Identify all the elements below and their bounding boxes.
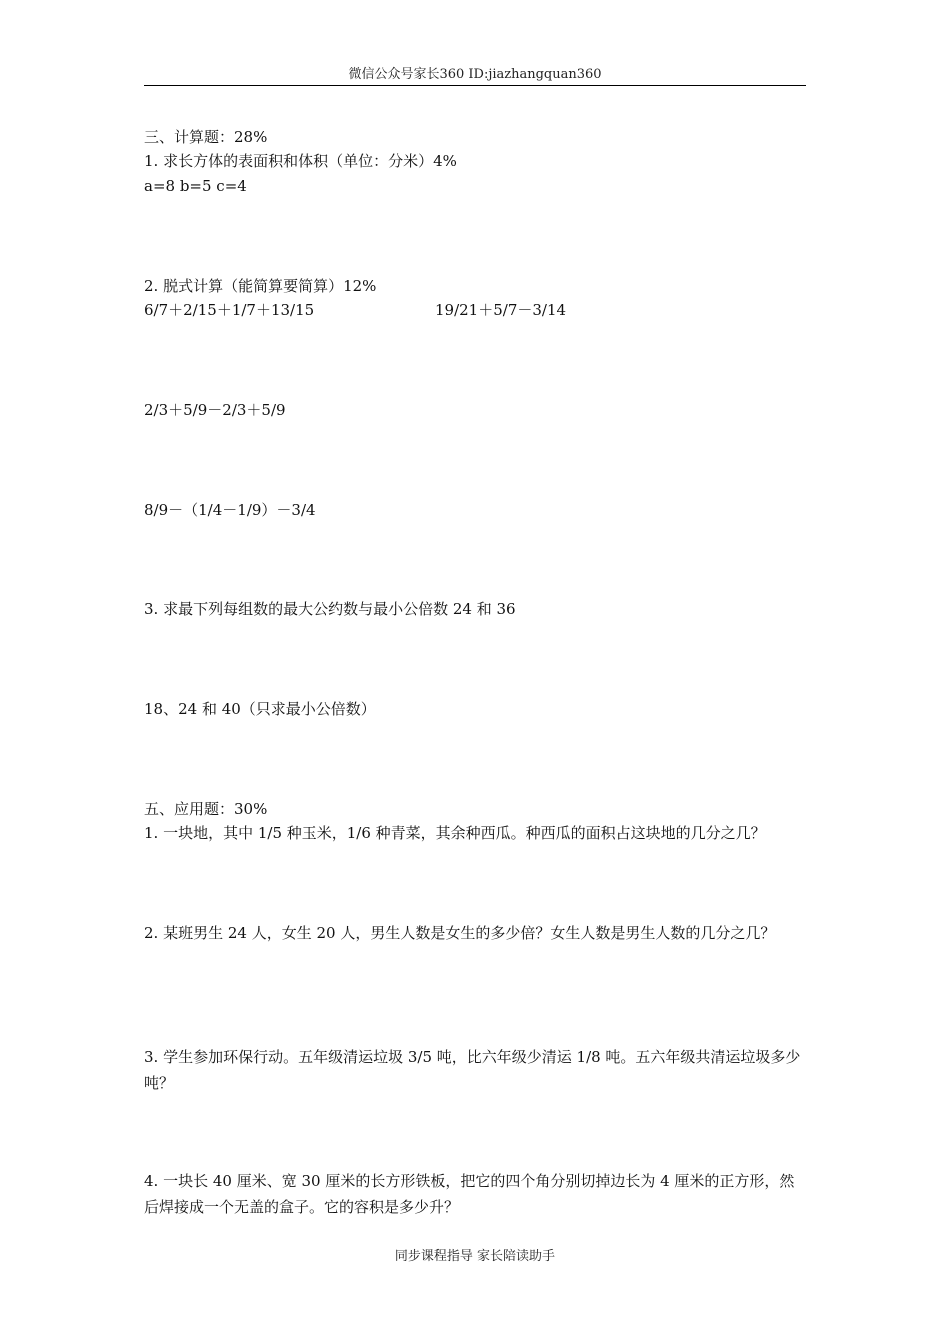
application-question-2: 2. 某班男生 24 人，女生 20 人，男生人数是女生的多少倍？女生人数是男生人数的几分之几？ [144,924,776,942]
question-stepwise-title: 2. 脱式计算（能简算要简算）12% [144,277,377,295]
page-footer: 同步课程指导 家长陪读助手 [394,1249,556,1264]
application-question-4: 4. 一块长 40 厘米、宽 30 厘米的长方形铁板，把它的四个角分别切掉边长为 4 厘米的正方形，然后焊接成一个无盖的盒子。它的容积是多少升？ [144,1172,795,1216]
question-cuboid-values: a=8 b=5 c=4 [144,177,247,195]
application-question-1: 1. 一块地，其中 1/5 种玉米，1/6 种青菜，其余种西瓜。种西瓜的面积占这块地的几分之几？ [144,824,766,842]
application-question-3: 3. 学生参加环保行动。五年级清运垃圾 3/5 吨，比六年级少清运 1/8 吨。五六年级共清运垃圾多少吨？ [144,1048,801,1092]
question-cuboid-title: 1. 求长方体的表面积和体积（单位：分米）4% [144,152,457,170]
expression-1: 6/7＋2/15＋1/7＋13/15 [144,301,315,319]
expression-2: 19/21＋5/7－3/14 [435,301,567,319]
expression-4: 8/9－（1/4－1/9）－3/4 [144,501,316,519]
question-lcm-sub: 18、24 和 40（只求最小公倍数） [144,700,376,718]
question-gcd-lcm-title: 3. 求最下列每组数的最大公约数与最小公倍数 24 和 36 [144,600,516,618]
header-rule [144,85,806,86]
section-title-application: 五、应用题：30% [144,800,268,818]
page-header: 微信公众号家长360 ID:jiazhangquan360 [348,67,602,82]
expression-3: 2/3＋5/9－2/3＋5/9 [144,401,286,419]
section-title-calculation: 三、计算题：28% [144,128,268,146]
